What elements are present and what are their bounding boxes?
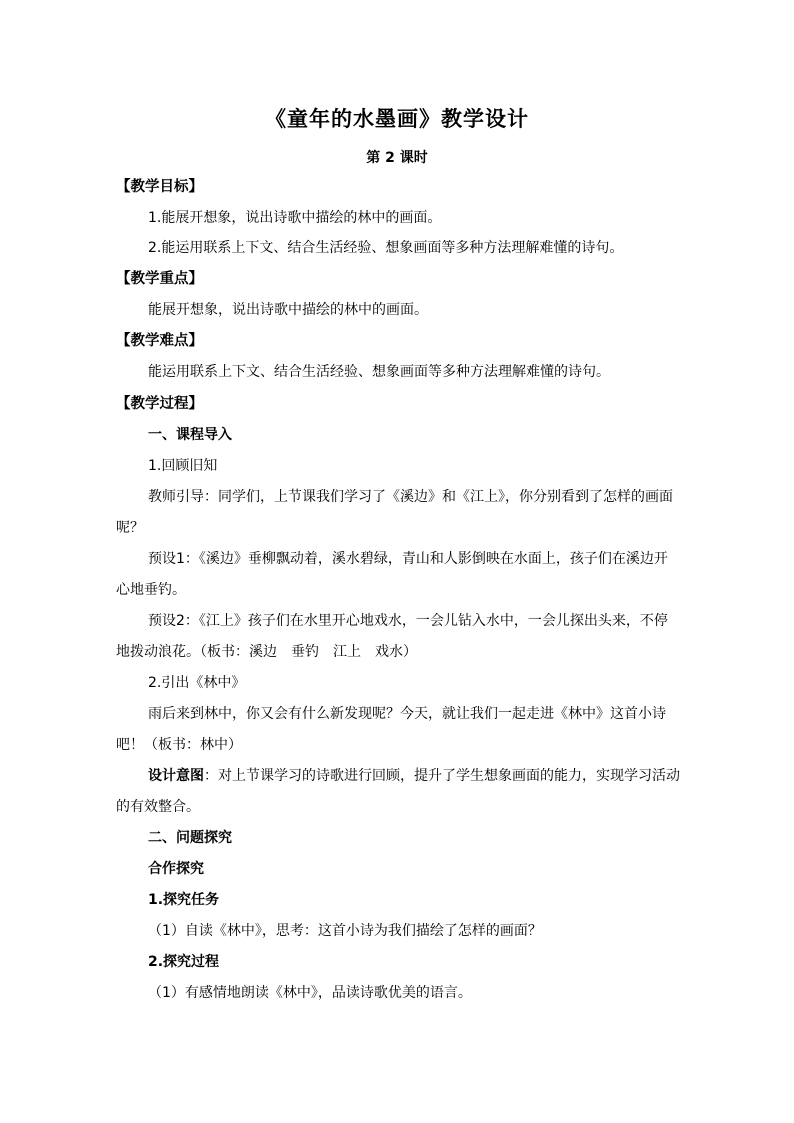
part-one-heading: 一、课程导入 bbox=[148, 427, 232, 443]
step-review: 1.回顾旧知 bbox=[148, 458, 218, 474]
preset-1-line-2: 心地垂钓。 bbox=[116, 582, 186, 598]
cooperative-inquiry-heading: 合作探究 bbox=[148, 861, 204, 877]
focus-heading: 【教学重点】 bbox=[116, 271, 203, 287]
goal-item-2: 2.能运用联系上下文、结合生活经验、想象画面等多种方法理解难懂的诗句。 bbox=[148, 240, 624, 256]
goal-item-1: 1.能展开想象，说出诗歌中描绘的林中的画面。 bbox=[148, 210, 442, 226]
inquiry-process-heading: 2.探究过程 bbox=[148, 954, 220, 970]
part-two-heading: 二、问题探究 bbox=[148, 830, 232, 846]
design-intent-line-2: 的有效整合。 bbox=[116, 799, 200, 815]
difficulty-heading: 【教学难点】 bbox=[116, 333, 203, 349]
design-intent-text: ：对上节课学习的诗歌进行回顾，提升了学生想象画面的能力，实现学习活动 bbox=[204, 768, 680, 784]
document-title: 《童年的水墨画》教学设计 bbox=[265, 107, 529, 131]
design-intent-label: 设计意图 bbox=[148, 768, 204, 784]
intro-line-1: 雨后来到林中，你又会有什么新发现呢？今天，就让我们一起走进《林中》这首小诗 bbox=[148, 706, 666, 722]
design-intent-line-1 bbox=[148, 766, 680, 786]
step-introduce: 2.引出《林中》 bbox=[148, 675, 246, 691]
lesson-period: 第 2 课时 bbox=[366, 150, 428, 166]
intro-line-2: 吧！（板书：林中） bbox=[116, 737, 242, 753]
inquiry-task-heading: 1.探究任务 bbox=[148, 892, 220, 908]
preset-1-line-1: 预设1：《溪边》垂柳飘动着，溪水碧绿，青山和人影倒映在水面上，孩子们在溪边开 bbox=[148, 551, 668, 567]
preset-2-line-1: 预设2：《江上》孩子们在水里开心地戏水，一会儿钻入水中，一会儿探出头来，不停 bbox=[148, 613, 668, 629]
difficulty-text: 能运用联系上下文、结合生活经验、想象画面等多种方法理解难懂的诗句。 bbox=[148, 364, 610, 380]
teacher-guide-line-1: 教师引导：同学们，上节课我们学习了《溪边》和《江上》，你分别看到了怎样的画面 bbox=[148, 489, 673, 505]
inquiry-process-1: （1）有感情地朗读《林中》，品读诗歌优美的语言。 bbox=[148, 985, 472, 1001]
goals-heading: 【教学目标】 bbox=[116, 179, 203, 195]
preset-2-line-2: 地拨动浪花。（板书：溪边 垂钓 江上 戏水） bbox=[116, 644, 417, 660]
inquiry-task-1: （1）自读《林中》，思考：这首小诗为我们描绘了怎样的画面？ bbox=[148, 923, 542, 939]
process-heading: 【教学过程】 bbox=[116, 396, 203, 412]
focus-text: 能展开想象，说出诗歌中描绘的林中的画面。 bbox=[148, 302, 428, 318]
teacher-guide-line-2: 呢？ bbox=[116, 520, 144, 536]
